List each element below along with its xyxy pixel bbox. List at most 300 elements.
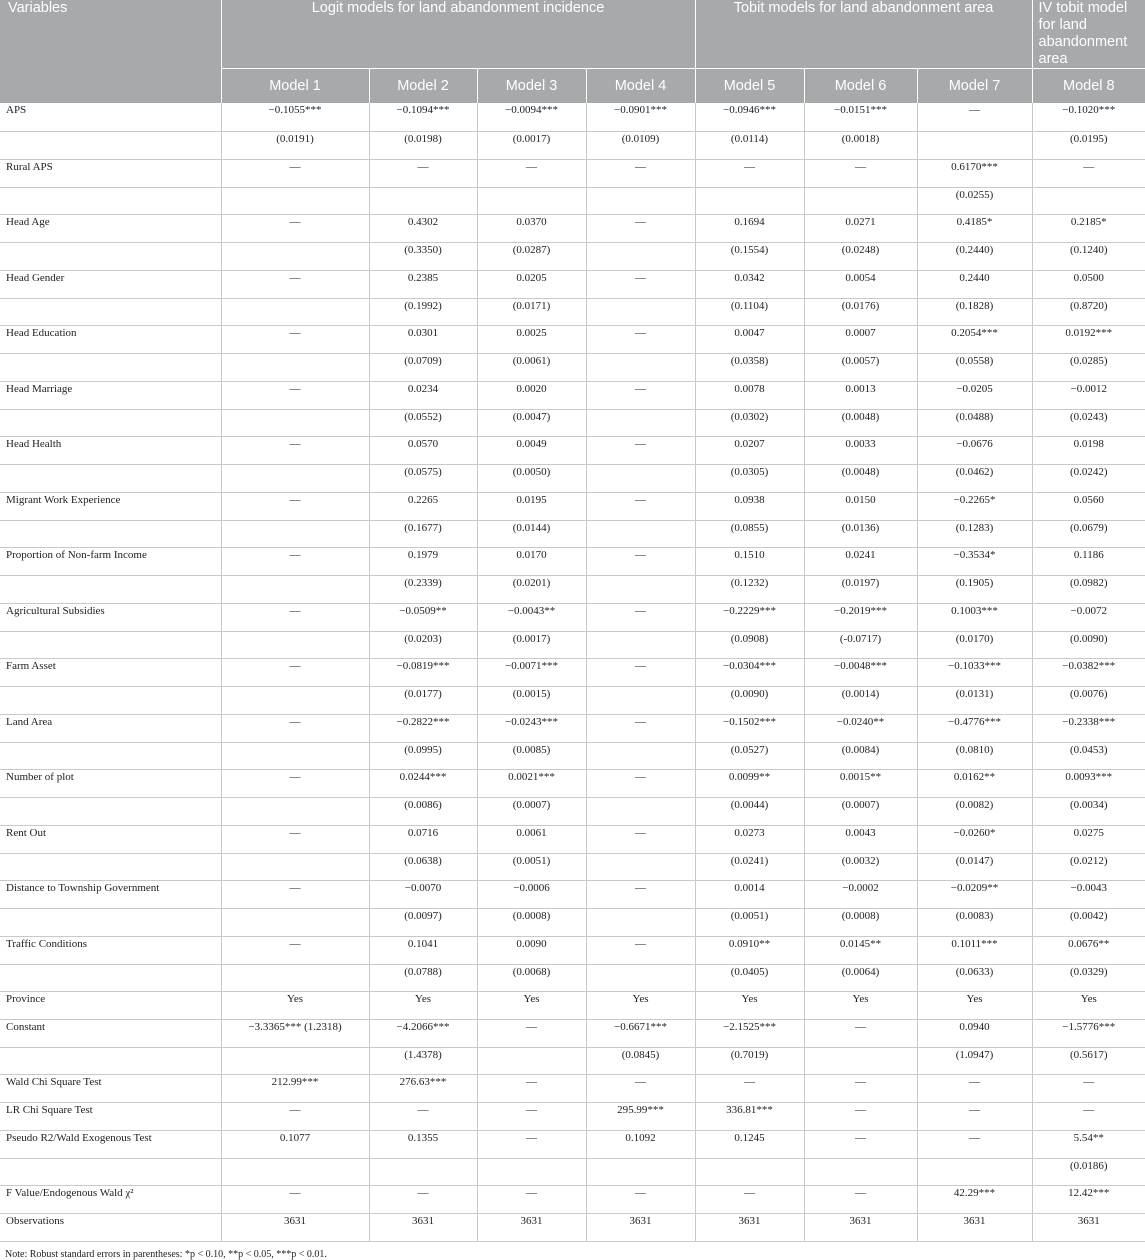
table-cell: —	[221, 880, 369, 908]
table-cell: (0.5617)	[1032, 1047, 1145, 1074]
table-cell	[221, 298, 369, 325]
table-cell: 0.1979	[369, 547, 477, 575]
table-row	[0, 353, 1145, 381]
table-cell: —	[369, 1102, 477, 1130]
table-cell: —	[586, 1185, 695, 1213]
table-cell: (0.0018)	[804, 131, 917, 159]
row-label: Head Marriage	[0, 381, 221, 409]
table-cell: −0.1055***	[221, 103, 369, 131]
table-row	[0, 825, 1145, 853]
table-cell: −0.0304***	[695, 658, 804, 686]
table-row	[0, 880, 1145, 908]
table-cell: (0.1677)	[369, 520, 477, 547]
table-row	[0, 1158, 1145, 1185]
table-cell: −0.2229***	[695, 603, 804, 631]
table-cell	[586, 520, 695, 547]
table-cell: (0.1104)	[695, 298, 804, 325]
row-label: Traffic Conditions	[0, 936, 221, 964]
table-cell: 0.0013	[804, 381, 917, 409]
table-cell: (0.0017)	[477, 631, 586, 658]
table-cell: —	[586, 270, 695, 298]
table-cell: Yes	[221, 991, 369, 1019]
row-label	[0, 242, 221, 270]
table-cell: 42.29***	[917, 1185, 1032, 1213]
table-cell: (0.0051)	[477, 853, 586, 880]
table-row	[0, 769, 1145, 797]
model-header: Model 3	[477, 69, 586, 104]
table-cell: (0.0982)	[1032, 575, 1145, 603]
table-cell: −0.0946***	[695, 103, 804, 131]
table-cell: —	[586, 825, 695, 853]
table-cell: —	[804, 1102, 917, 1130]
table-cell: —	[586, 936, 695, 964]
table-cell: Yes	[1032, 991, 1145, 1019]
table-cell: (-0.0717)	[804, 631, 917, 658]
row-label: Land Area	[0, 714, 221, 742]
table-row	[0, 1047, 1145, 1074]
table-cell: (0.0285)	[1032, 353, 1145, 381]
table-cell: —	[369, 1185, 477, 1213]
table-cell: 0.0342	[695, 270, 804, 298]
table-cell: (0.0064)	[804, 964, 917, 991]
table-cell: (0.0243)	[1032, 409, 1145, 436]
table-cell: −0.0240**	[804, 714, 917, 742]
table-cell: —	[804, 1074, 917, 1102]
table-cell: (0.0488)	[917, 409, 1032, 436]
table-cell: 0.0049	[477, 436, 586, 464]
table-row	[0, 686, 1145, 714]
table-cell: (0.0090)	[695, 686, 804, 714]
table-cell: −0.1502***	[695, 714, 804, 742]
table-cell: (0.0044)	[695, 797, 804, 825]
table-cell	[221, 908, 369, 936]
table-cell: −0.0819***	[369, 658, 477, 686]
table-cell: 0.0043	[804, 825, 917, 853]
table-cell	[804, 1158, 917, 1185]
table-cell: −0.0006	[477, 880, 586, 908]
table-row	[0, 159, 1145, 187]
table-cell: (0.0203)	[369, 631, 477, 658]
table-cell: 0.0273	[695, 825, 804, 853]
table-cell: (0.0171)	[477, 298, 586, 325]
table-cell: (0.0136)	[804, 520, 917, 547]
table-cell: —	[586, 547, 695, 575]
table-cell	[221, 575, 369, 603]
row-label	[0, 464, 221, 492]
table-cell: (0.0638)	[369, 853, 477, 880]
table-row	[0, 547, 1145, 575]
table-cell	[695, 1158, 804, 1185]
table-cell: 0.0198	[1032, 436, 1145, 464]
table-cell: (0.0255)	[917, 187, 1032, 214]
table-cell: (0.0195)	[1032, 131, 1145, 159]
table-cell: —	[917, 1130, 1032, 1158]
row-label: Proportion of Non-farm Income	[0, 547, 221, 575]
table-cell: (0.0302)	[695, 409, 804, 436]
table-cell: (0.0287)	[477, 242, 586, 270]
table-cell: (0.0305)	[695, 464, 804, 492]
row-label: F Value/Endogenous Wald χ²	[0, 1185, 221, 1213]
table-cell: (0.0679)	[1032, 520, 1145, 547]
table-cell	[586, 964, 695, 991]
table-cell: −0.0094***	[477, 103, 586, 131]
table-cell: 0.1041	[369, 936, 477, 964]
table-cell	[586, 187, 695, 214]
table-cell: −0.3534*	[917, 547, 1032, 575]
table-cell: (0.0086)	[369, 797, 477, 825]
table-cell: (0.0633)	[917, 964, 1032, 991]
model-header: Model 7	[917, 69, 1032, 104]
table-cell: 3631	[695, 1213, 804, 1241]
table-cell	[1032, 187, 1145, 214]
table-cell: −0.0043**	[477, 603, 586, 631]
table-cell	[586, 797, 695, 825]
table-cell: 276.63***	[369, 1074, 477, 1102]
table-cell: —	[221, 214, 369, 242]
table-row	[0, 1185, 1145, 1213]
table-row	[0, 131, 1145, 159]
group-header-logit: Logit models for land abandonment incidence	[221, 0, 695, 69]
table-cell: 3631	[804, 1213, 917, 1241]
table-cell: −1.5776***	[1032, 1019, 1145, 1047]
table-cell	[221, 964, 369, 991]
row-label	[0, 131, 221, 159]
table-cell: 0.2385	[369, 270, 477, 298]
row-label: Agricultural Subsidies	[0, 603, 221, 631]
table-cell	[586, 742, 695, 769]
table-cell: (0.1283)	[917, 520, 1032, 547]
table-cell: 0.1694	[695, 214, 804, 242]
table-cell: 5.54**	[1032, 1130, 1145, 1158]
row-label: Migrant Work Experience	[0, 492, 221, 520]
table-cell: —	[369, 159, 477, 187]
table-row	[0, 1102, 1145, 1130]
table-cell: −0.0382***	[1032, 658, 1145, 686]
table-cell: (0.0083)	[917, 908, 1032, 936]
table-cell: —	[477, 1019, 586, 1047]
model-header: Model 1	[221, 69, 369, 104]
table-cell: (0.0908)	[695, 631, 804, 658]
table-cell: (0.0008)	[477, 908, 586, 936]
table-cell: (0.0201)	[477, 575, 586, 603]
table-cell: —	[221, 270, 369, 298]
table-body	[0, 103, 1145, 1241]
table-cell: (0.0248)	[804, 242, 917, 270]
row-label: Farm Asset	[0, 658, 221, 686]
table-cell: (0.0057)	[804, 353, 917, 381]
table-cell: (1.4378)	[369, 1047, 477, 1074]
table-cell: 0.6170***	[917, 159, 1032, 187]
table-row	[0, 797, 1145, 825]
table-cell: Yes	[804, 991, 917, 1019]
table-cell: 0.0940	[917, 1019, 1032, 1047]
table-row	[0, 381, 1145, 409]
table-cell: (0.1905)	[917, 575, 1032, 603]
table-cell	[586, 242, 695, 270]
table-cell	[804, 1047, 917, 1074]
table-cell	[221, 853, 369, 880]
table-cell	[477, 1158, 586, 1185]
model-header: Model 6	[804, 69, 917, 104]
table-cell: —	[917, 1102, 1032, 1130]
table-cell: 0.0090	[477, 936, 586, 964]
table-cell: 0.0301	[369, 325, 477, 353]
table-cell	[586, 908, 695, 936]
table-cell	[369, 187, 477, 214]
row-label	[0, 409, 221, 436]
table-cell: (0.0242)	[1032, 464, 1145, 492]
table-cell	[221, 187, 369, 214]
table-cell	[477, 1047, 586, 1074]
table-cell	[221, 409, 369, 436]
table-cell: −0.2338***	[1032, 714, 1145, 742]
table-cell: 0.0192***	[1032, 325, 1145, 353]
table-cell: −0.0509**	[369, 603, 477, 631]
table-cell: −0.0072	[1032, 603, 1145, 631]
table-cell: (0.0034)	[1032, 797, 1145, 825]
table-cell: —	[586, 658, 695, 686]
table-cell: (0.3350)	[369, 242, 477, 270]
table-cell	[221, 242, 369, 270]
table-cell: (0.0552)	[369, 409, 477, 436]
table-row	[0, 520, 1145, 547]
table-cell: (0.0017)	[477, 131, 586, 159]
table-cell: 0.0150	[804, 492, 917, 520]
table-cell: (0.0048)	[804, 464, 917, 492]
table-cell: (0.0405)	[695, 964, 804, 991]
table-cell	[221, 464, 369, 492]
table-cell: (0.0084)	[804, 742, 917, 769]
table-cell: 0.0099**	[695, 769, 804, 797]
table-cell: (0.0109)	[586, 131, 695, 159]
table-cell: (0.0788)	[369, 964, 477, 991]
table-cell: —	[586, 159, 695, 187]
table-cell: (0.0061)	[477, 353, 586, 381]
table-row	[0, 214, 1145, 242]
table-cell: (0.0212)	[1032, 853, 1145, 880]
table-cell: (0.0042)	[1032, 908, 1145, 936]
table-cell: 0.0910**	[695, 936, 804, 964]
table-cell: (0.0147)	[917, 853, 1032, 880]
table-cell: (0.0090)	[1032, 631, 1145, 658]
table-cell	[221, 742, 369, 769]
table-row	[0, 853, 1145, 880]
table-cell: 3631	[221, 1213, 369, 1241]
table-cell: (0.0047)	[477, 409, 586, 436]
model-header: Model 5	[695, 69, 804, 104]
table-cell: −0.0676	[917, 436, 1032, 464]
table-cell: (0.0527)	[695, 742, 804, 769]
row-label: Number of plot	[0, 769, 221, 797]
table-cell: —	[221, 658, 369, 686]
table-cell: (0.0008)	[804, 908, 917, 936]
table-cell: (0.1240)	[1032, 242, 1145, 270]
table-cell: 0.1092	[586, 1130, 695, 1158]
table-cell	[221, 797, 369, 825]
table-cell: 3631	[369, 1213, 477, 1241]
table-cell: 0.0047	[695, 325, 804, 353]
table-cell: (0.0014)	[804, 686, 917, 714]
table-cell: —	[586, 381, 695, 409]
table-cell: 0.1011***	[917, 936, 1032, 964]
table-cell: −0.0071***	[477, 658, 586, 686]
table-cell: 0.0015**	[804, 769, 917, 797]
table-row	[0, 1019, 1145, 1047]
table-cell: 0.0244***	[369, 769, 477, 797]
table-cell: (0.0845)	[586, 1047, 695, 1074]
table-cell: 0.2054***	[917, 325, 1032, 353]
table-cell	[221, 520, 369, 547]
table-cell: —	[221, 436, 369, 464]
table-cell: (0.0191)	[221, 131, 369, 159]
table-cell: −0.1094***	[369, 103, 477, 131]
table-row	[0, 409, 1145, 436]
table-cell: −0.0002	[804, 880, 917, 908]
table-cell: −0.0260*	[917, 825, 1032, 853]
table-cell: (0.1554)	[695, 242, 804, 270]
table-cell: (0.0197)	[804, 575, 917, 603]
table-cell: −0.0043	[1032, 880, 1145, 908]
table-cell: 0.0078	[695, 381, 804, 409]
table-cell: (0.0082)	[917, 797, 1032, 825]
row-label: Wald Chi Square Test	[0, 1074, 221, 1102]
table-cell: —	[586, 436, 695, 464]
table-row	[0, 603, 1145, 631]
table-cell: 0.0570	[369, 436, 477, 464]
table-cell: 0.2185*	[1032, 214, 1145, 242]
row-label	[0, 298, 221, 325]
model-header: Model 4	[586, 69, 695, 104]
table-cell: 0.4302	[369, 214, 477, 242]
table-cell: Yes	[695, 991, 804, 1019]
row-label	[0, 520, 221, 547]
table-cell: (0.0114)	[695, 131, 804, 159]
table-cell: —	[221, 547, 369, 575]
table-cell: —	[804, 1130, 917, 1158]
table-cell: 0.0938	[695, 492, 804, 520]
table-cell: —	[804, 1019, 917, 1047]
row-label	[0, 908, 221, 936]
table-cell: (0.1992)	[369, 298, 477, 325]
table-cell: (0.0241)	[695, 853, 804, 880]
table-cell: —	[586, 214, 695, 242]
table-cell	[917, 131, 1032, 159]
table-cell: (0.0810)	[917, 742, 1032, 769]
table-cell: (0.2339)	[369, 575, 477, 603]
table-cell: 0.0033	[804, 436, 917, 464]
table-cell: (0.0076)	[1032, 686, 1145, 714]
table-cell: 0.0275	[1032, 825, 1145, 853]
table-cell: (0.0097)	[369, 908, 477, 936]
table-row	[0, 964, 1145, 991]
table-cell: 0.0195	[477, 492, 586, 520]
table-cell: −2.1525***	[695, 1019, 804, 1047]
table-cell: (0.0170)	[917, 631, 1032, 658]
table-cell: 0.0007	[804, 325, 917, 353]
table-cell	[369, 1158, 477, 1185]
table-cell: (0.0048)	[804, 409, 917, 436]
table-cell: 212.99***	[221, 1074, 369, 1102]
table-cell: (0.0462)	[917, 464, 1032, 492]
table-cell	[221, 1158, 369, 1185]
table-cell	[586, 631, 695, 658]
table-cell: —	[221, 714, 369, 742]
table-cell	[586, 1158, 695, 1185]
table-cell: −0.0901***	[586, 103, 695, 131]
table-cell: 0.0370	[477, 214, 586, 242]
table-cell: —	[586, 714, 695, 742]
table-cell: (0.0085)	[477, 742, 586, 769]
model-header: Model 8	[1032, 69, 1145, 104]
table-cell: —	[477, 1102, 586, 1130]
table-cell: −0.0205	[917, 381, 1032, 409]
table-cell: 0.0025	[477, 325, 586, 353]
table-cell: —	[586, 880, 695, 908]
table-row	[0, 936, 1145, 964]
row-label	[0, 742, 221, 769]
table-cell: 0.4185*	[917, 214, 1032, 242]
table-row	[0, 325, 1145, 353]
row-label	[0, 631, 221, 658]
table-cell: −0.6671***	[586, 1019, 695, 1047]
table-cell: (0.0995)	[369, 742, 477, 769]
row-label	[0, 575, 221, 603]
row-label: Distance to Township Government	[0, 880, 221, 908]
table-cell	[695, 187, 804, 214]
table-cell: 0.0014	[695, 880, 804, 908]
table-cell: —	[221, 825, 369, 853]
table-row	[0, 1213, 1145, 1241]
table-cell: —	[695, 159, 804, 187]
table-cell: 0.0234	[369, 381, 477, 409]
row-label	[0, 1158, 221, 1185]
table-row	[0, 1130, 1145, 1158]
group-header-tobit: Tobit models for land abandonment area	[695, 0, 1032, 69]
table-cell: −0.0048***	[804, 658, 917, 686]
table-cell	[221, 631, 369, 658]
model-header: Model 2	[369, 69, 477, 104]
row-label	[0, 1047, 221, 1074]
table-cell: 0.0560	[1032, 492, 1145, 520]
table-cell: 0.0170	[477, 547, 586, 575]
table-header	[0, 0, 1145, 103]
table-cell: —	[586, 769, 695, 797]
table-cell: 0.0093***	[1032, 769, 1145, 797]
table-cell: −0.0012	[1032, 381, 1145, 409]
table-cell: —	[1032, 159, 1145, 187]
row-label: Observations	[0, 1213, 221, 1241]
table-cell: 3631	[917, 1213, 1032, 1241]
table-cell: —	[477, 159, 586, 187]
table-cell: −0.1033***	[917, 658, 1032, 686]
table-cell: 12.42***	[1032, 1185, 1145, 1213]
table-cell: (0.0131)	[917, 686, 1032, 714]
table-cell: −0.0243***	[477, 714, 586, 742]
row-label	[0, 797, 221, 825]
table-cell: (0.0015)	[477, 686, 586, 714]
variables-header: Variables	[0, 0, 221, 103]
table-cell	[586, 575, 695, 603]
row-label: Head Gender	[0, 270, 221, 298]
table-cell: (0.0575)	[369, 464, 477, 492]
table-cell: −4.2066***	[369, 1019, 477, 1047]
table-cell: 0.0054	[804, 270, 917, 298]
row-label: Constant	[0, 1019, 221, 1047]
table-cell: —	[917, 103, 1032, 131]
table-cell: 0.0162**	[917, 769, 1032, 797]
row-label: Rent Out	[0, 825, 221, 853]
table-row	[0, 464, 1145, 492]
